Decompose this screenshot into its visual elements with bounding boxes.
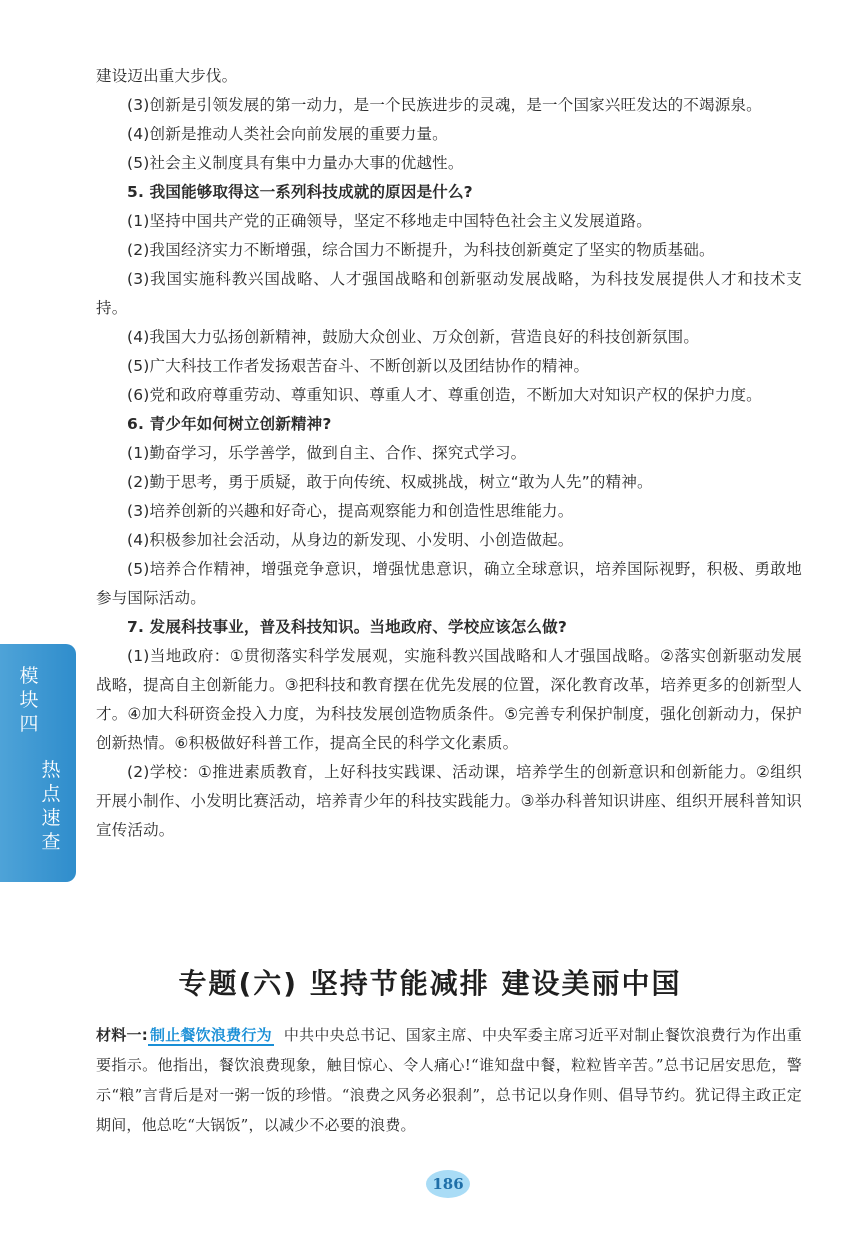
body-paragraph: (2)勤于思考，勇于质疑，敢于向传统、权威挑战，树立“敢为人先”的精神。 [127, 473, 653, 491]
topic-title: 专题(六) 坚持节能减排 建设美丽中国 [178, 967, 682, 1000]
material-label: 材料一: [96, 1026, 148, 1044]
body-paragraph: (1)坚持中国共产党的正确领导，坚定不移地走中国特色社会主义发展道路。 [127, 212, 652, 230]
material-text: 中共中央总书记、国家主席、中央军委主席习近平对制止餐饮浪费行为作出重要指示。他指出，餐饮浪费现象，触目惊心、令人痛心!“谁知盘中餐，粒粒皆辛苦。”总书记居安思危，警示“粮”言背后是对一粥一饭的珍惜。“浪费之风务必狠刹”，总书记以身作则、倡导节约。犹记得主政正定期间，他总吃“大锅饭”，以减少不必要的浪费。 [96, 1026, 802, 1134]
page-number: 186 [426, 1170, 470, 1198]
body-paragraph: (5)培养合作精神，增强竞争意识，增强忧患意识，确立全球意识，培养国际视野，积极、勇敢地参与国际活动。 [96, 560, 802, 607]
body-paragraph: (1)勤奋学习，乐学善学，做到自主、合作、探究式学习。 [127, 444, 527, 462]
question-heading: 5. 我国能够取得这一系列科技成就的原因是什么? [127, 183, 473, 201]
question-heading: 7. 发展科技事业，普及科技知识。当地政府、学校应该怎么做? [127, 618, 568, 636]
body-paragraph: (5)广大科技工作者发扬艰苦奋斗、不断创新以及团结协作的精神。 [127, 357, 590, 375]
body-paragraph: (3)培养创新的兴趣和好奇心，提高观察能力和创造性思维能力。 [127, 502, 574, 520]
side-tab-char: 块 [19, 689, 39, 711]
body-paragraph: (4)积极参加社会活动，从身边的新发现、小发明、小创造做起。 [127, 531, 574, 549]
side-tab-module-label [18, 664, 40, 736]
body-paragraph: (4)创新是推动人类社会向前发展的重要力量。 [127, 125, 448, 143]
material-tag: 制止餐饮浪费行为 [149, 1026, 272, 1044]
body-paragraph: (3)我国实施科教兴国战略、人才强国战略和创新驱动发展战略，为科技发展提供人才和技术支持。 [96, 270, 802, 317]
side-tab-section-label [40, 758, 62, 854]
side-tab-char: 四 [19, 713, 39, 735]
body-paragraph: (4)我国大力弘扬创新精神，鼓励大众创业、万众创新，营造良好的科技创新氛围。 [127, 328, 700, 346]
body-paragraph: (3)创新是引领发展的第一动力，是一个民族进步的灵魂，是一个国家兴旺发达的不竭源泉。 [127, 96, 762, 114]
body-paragraph: (2)我国经济实力不断增强，综合国力不断提升，为科技创新奠定了坚实的物质基础。 [127, 241, 715, 259]
side-tab-char: 热 [41, 759, 61, 781]
body-paragraph: (6)党和政府尊重劳动、尊重知识、尊重人才、尊重创造，不断加大对知识产权的保护力度。 [127, 386, 762, 404]
module-side-tab [0, 644, 76, 882]
body-text [96, 62, 802, 845]
body-paragraph: (5)社会主义制度具有集中力量办大事的优越性。 [127, 154, 464, 172]
side-tab-char: 速 [41, 807, 61, 829]
side-tab-char: 模 [19, 665, 39, 687]
material-paragraph [96, 1020, 802, 1140]
body-paragraph: (1)当地政府：①贯彻落实科学发展观，实施科教兴国战略和人才强国战略。②落实创新驱动发展战略，提高自主创新能力。③把科技和教育摆在优先发展的位置，深化教育改革，培养更多的创新型人才。④加大科研资金投入力度，为科技发展创造物质条件。⑤完善专利保护制度，强化创新动力，保护创新热情。⑥积极做好科普工作，提高全民的科学文化素质。 [96, 647, 802, 752]
material-block [96, 1020, 802, 1140]
body-paragraph: (2)学校：①推进素质教育，上好科技实践课、活动课，培养学生的创新意识和创新能力。②组织开展小制作、小发明比赛活动，培养青少年的科技实践能力。③举办科普知识讲座、组织开展科普知识宣传活动。 [96, 763, 802, 839]
side-tab-char: 点 [41, 783, 61, 805]
side-tab-char: 查 [41, 831, 61, 853]
question-heading: 6. 青少年如何树立创新精神? [127, 415, 332, 433]
body-paragraph: 建设迈出重大步伐。 [96, 67, 238, 85]
